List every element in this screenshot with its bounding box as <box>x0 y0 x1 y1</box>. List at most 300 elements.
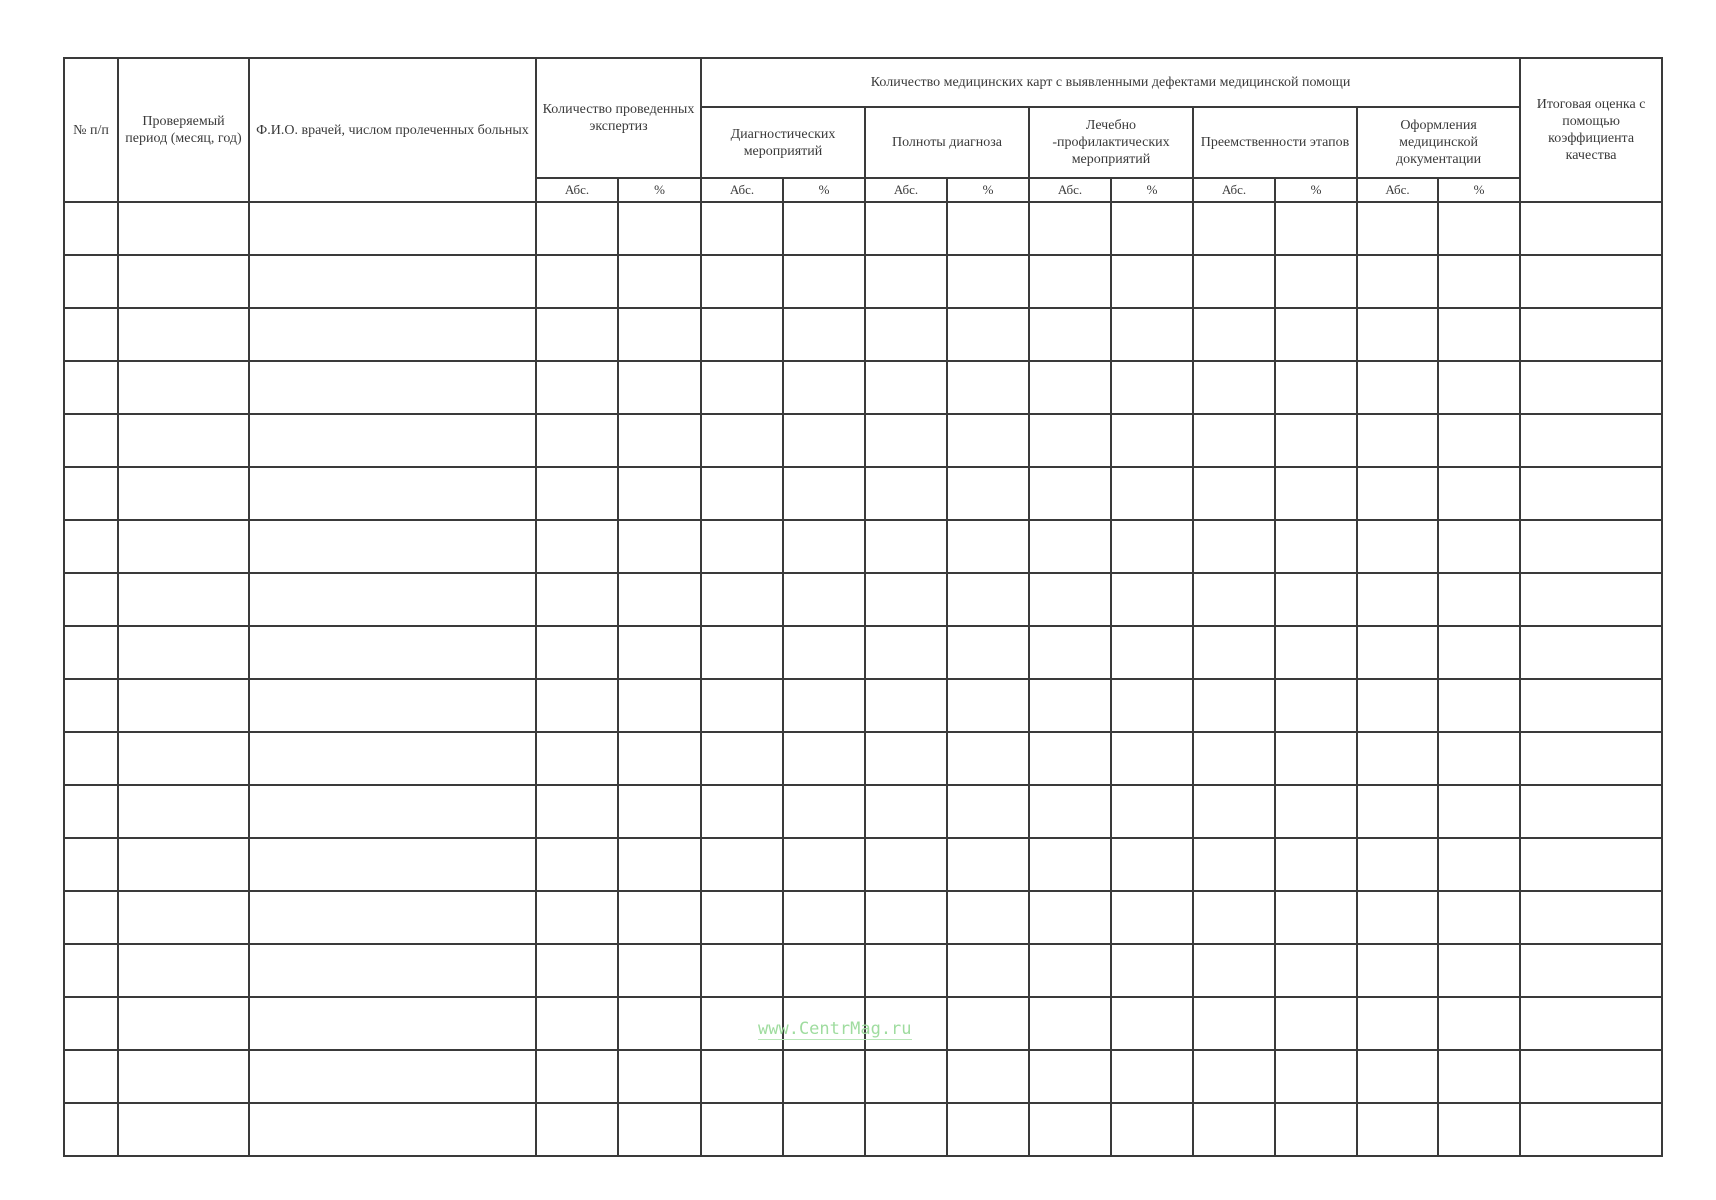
table-cell[interactable] <box>64 785 118 838</box>
table-cell[interactable] <box>249 520 536 573</box>
table-cell[interactable] <box>249 202 536 255</box>
table-cell[interactable] <box>64 679 118 732</box>
table-cell[interactable] <box>947 202 1029 255</box>
table-cell[interactable] <box>618 997 701 1050</box>
table-cell[interactable] <box>64 1103 118 1156</box>
table-cell[interactable] <box>618 361 701 414</box>
table-cell[interactable] <box>701 891 783 944</box>
table-cell[interactable] <box>249 573 536 626</box>
table-cell[interactable] <box>947 520 1029 573</box>
table-cell[interactable] <box>701 1103 783 1156</box>
table-row <box>64 308 1662 361</box>
table-cell[interactable] <box>118 785 249 838</box>
table-cell[interactable] <box>783 308 865 361</box>
table-cell[interactable] <box>1193 944 1275 997</box>
table-cell[interactable] <box>947 1050 1029 1103</box>
table-cell[interactable] <box>1275 732 1357 785</box>
table-cell[interactable] <box>1111 1103 1193 1156</box>
table-cell[interactable] <box>1193 414 1275 467</box>
table-row <box>64 467 1662 520</box>
table-cell[interactable] <box>618 732 701 785</box>
table-cell[interactable] <box>249 255 536 308</box>
table-cell[interactable] <box>618 626 701 679</box>
table-cell[interactable] <box>1193 679 1275 732</box>
table-cell[interactable] <box>1520 626 1662 679</box>
table-cell[interactable] <box>1111 679 1193 732</box>
table-cell[interactable] <box>1438 997 1520 1050</box>
table-cell[interactable] <box>1193 785 1275 838</box>
table-cell[interactable] <box>618 467 701 520</box>
table-cell[interactable] <box>1111 732 1193 785</box>
table-cell[interactable] <box>1520 520 1662 573</box>
table-cell[interactable] <box>947 1103 1029 1156</box>
table-cell[interactable] <box>1357 414 1438 467</box>
table-cell[interactable] <box>1357 1103 1438 1156</box>
table-cell[interactable] <box>618 1103 701 1156</box>
table-cell[interactable] <box>1275 679 1357 732</box>
table-cell[interactable] <box>1520 997 1662 1050</box>
table-cell[interactable] <box>701 520 783 573</box>
table-cell[interactable] <box>536 255 618 308</box>
table-cell[interactable] <box>1357 202 1438 255</box>
table-cell[interactable] <box>1111 255 1193 308</box>
table-cell[interactable] <box>1520 891 1662 944</box>
table-cell[interactable] <box>1357 573 1438 626</box>
table-cell[interactable] <box>1193 626 1275 679</box>
table-cell[interactable] <box>118 626 249 679</box>
table-cell[interactable] <box>1520 361 1662 414</box>
table-cell[interactable] <box>1193 255 1275 308</box>
table-cell[interactable] <box>1275 414 1357 467</box>
table-cell[interactable] <box>118 361 249 414</box>
table-cell[interactable] <box>1438 891 1520 944</box>
table-cell[interactable] <box>1029 573 1111 626</box>
table-cell[interactable] <box>865 467 947 520</box>
table-cell[interactable] <box>1029 467 1111 520</box>
table-cell[interactable] <box>947 255 1029 308</box>
table-cell[interactable] <box>1193 891 1275 944</box>
table-cell[interactable] <box>118 308 249 361</box>
table-cell[interactable] <box>1357 361 1438 414</box>
table-cell[interactable] <box>701 308 783 361</box>
table-cell[interactable] <box>1275 944 1357 997</box>
table-cell[interactable] <box>1029 414 1111 467</box>
table-cell[interactable] <box>783 573 865 626</box>
table-cell[interactable] <box>1438 520 1520 573</box>
table-row <box>64 838 1662 891</box>
table-cell[interactable] <box>1275 573 1357 626</box>
table-cell[interactable] <box>1111 997 1193 1050</box>
table-cell[interactable] <box>1111 467 1193 520</box>
table-cell[interactable] <box>249 467 536 520</box>
header-abs: Абс. <box>536 178 618 202</box>
table-cell[interactable] <box>64 414 118 467</box>
table-cell[interactable] <box>1193 361 1275 414</box>
table-cell[interactable] <box>1520 838 1662 891</box>
table-cell[interactable] <box>118 520 249 573</box>
table-cell[interactable] <box>118 1050 249 1103</box>
table-cell[interactable] <box>701 944 783 997</box>
table-cell[interactable] <box>1275 626 1357 679</box>
table-cell[interactable] <box>1438 202 1520 255</box>
table-cell[interactable] <box>783 785 865 838</box>
table-cell[interactable] <box>1438 361 1520 414</box>
table-cell[interactable] <box>618 891 701 944</box>
table-cell[interactable] <box>536 679 618 732</box>
table-cell[interactable] <box>1029 679 1111 732</box>
table-cell[interactable] <box>1275 1050 1357 1103</box>
table-cell[interactable] <box>783 1103 865 1156</box>
table-cell[interactable] <box>1193 997 1275 1050</box>
table-cell[interactable] <box>701 573 783 626</box>
table-cell[interactable] <box>1438 732 1520 785</box>
table-cell[interactable] <box>865 732 947 785</box>
table-cell[interactable] <box>701 785 783 838</box>
table-cell[interactable] <box>249 1050 536 1103</box>
table-cell[interactable] <box>536 626 618 679</box>
table-cell[interactable] <box>783 679 865 732</box>
table-cell[interactable] <box>1357 944 1438 997</box>
table-cell[interactable] <box>701 202 783 255</box>
table-cell[interactable] <box>118 838 249 891</box>
table-cell[interactable] <box>536 1103 618 1156</box>
table-cell[interactable] <box>1438 1050 1520 1103</box>
table-cell[interactable] <box>1520 1050 1662 1103</box>
table-cell[interactable] <box>118 467 249 520</box>
table-cell[interactable] <box>1193 202 1275 255</box>
table-cell[interactable] <box>1193 520 1275 573</box>
table-cell[interactable] <box>701 679 783 732</box>
table-cell[interactable] <box>1520 467 1662 520</box>
table-cell[interactable] <box>64 838 118 891</box>
table-cell[interactable] <box>1193 732 1275 785</box>
table-cell[interactable] <box>618 202 701 255</box>
table-cell[interactable] <box>1275 467 1357 520</box>
table-cell[interactable] <box>536 997 618 1050</box>
table-cell[interactable] <box>701 1050 783 1103</box>
table-cell[interactable] <box>618 1050 701 1103</box>
table-cell[interactable] <box>536 573 618 626</box>
table-cell[interactable] <box>118 732 249 785</box>
table-cell[interactable] <box>1029 732 1111 785</box>
table-cell[interactable] <box>618 308 701 361</box>
table-cell[interactable] <box>701 414 783 467</box>
table-cell[interactable] <box>1275 1103 1357 1156</box>
table-cell[interactable] <box>865 679 947 732</box>
table-cell[interactable] <box>947 997 1029 1050</box>
table-cell[interactable] <box>64 1050 118 1103</box>
table-cell[interactable] <box>1029 202 1111 255</box>
table-cell[interactable] <box>865 626 947 679</box>
table-cell[interactable] <box>1520 202 1662 255</box>
table-cell[interactable] <box>947 414 1029 467</box>
table-cell[interactable] <box>1438 573 1520 626</box>
table-cell[interactable] <box>536 361 618 414</box>
table-cell[interactable] <box>1111 1050 1193 1103</box>
table-cell[interactable] <box>618 785 701 838</box>
table-cell[interactable] <box>249 732 536 785</box>
table-cell[interactable] <box>1438 255 1520 308</box>
table-cell[interactable] <box>1275 838 1357 891</box>
table-cell[interactable] <box>1029 785 1111 838</box>
table-cell[interactable] <box>618 255 701 308</box>
table-cell[interactable] <box>1029 1103 1111 1156</box>
table-row <box>64 1103 1662 1156</box>
table-cell[interactable] <box>249 1103 536 1156</box>
table-cell[interactable] <box>1275 361 1357 414</box>
table-cell[interactable] <box>618 679 701 732</box>
table-cell[interactable] <box>783 361 865 414</box>
table-cell[interactable] <box>1357 308 1438 361</box>
table-cell[interactable] <box>1520 1103 1662 1156</box>
table-cell[interactable] <box>865 573 947 626</box>
table-cell[interactable] <box>1193 573 1275 626</box>
table-cell[interactable] <box>1029 1050 1111 1103</box>
table-cell[interactable] <box>701 732 783 785</box>
table-cell[interactable] <box>536 732 618 785</box>
table-cell[interactable] <box>865 838 947 891</box>
table-cell[interactable] <box>947 467 1029 520</box>
table-cell[interactable] <box>536 944 618 997</box>
table-cell[interactable] <box>118 997 249 1050</box>
table-cell[interactable] <box>249 997 536 1050</box>
table-cell[interactable] <box>1111 573 1193 626</box>
table-cell[interactable] <box>947 573 1029 626</box>
table-cell[interactable] <box>536 891 618 944</box>
header-abs: Абс. <box>1193 178 1275 202</box>
table-cell[interactable] <box>1029 361 1111 414</box>
table-cell[interactable] <box>1520 255 1662 308</box>
table-cell[interactable] <box>865 361 947 414</box>
table-cell[interactable] <box>783 732 865 785</box>
table-cell[interactable] <box>1193 1103 1275 1156</box>
table-cell[interactable] <box>1029 255 1111 308</box>
table-cell[interactable] <box>64 202 118 255</box>
table-cell[interactable] <box>118 255 249 308</box>
table-cell[interactable] <box>1438 414 1520 467</box>
table-cell[interactable] <box>249 679 536 732</box>
table-cell[interactable] <box>249 361 536 414</box>
table-cell[interactable] <box>64 573 118 626</box>
table-cell[interactable] <box>865 520 947 573</box>
table-cell[interactable] <box>64 997 118 1050</box>
table-cell[interactable] <box>947 838 1029 891</box>
table-cell[interactable] <box>1029 308 1111 361</box>
table-cell[interactable] <box>536 520 618 573</box>
table-cell[interactable] <box>1111 944 1193 997</box>
table-cell[interactable] <box>249 838 536 891</box>
table-cell[interactable] <box>249 414 536 467</box>
table-cell[interactable] <box>947 308 1029 361</box>
table-cell[interactable] <box>1438 467 1520 520</box>
table-cell[interactable] <box>947 891 1029 944</box>
table-cell[interactable] <box>1029 997 1111 1050</box>
table-cell[interactable] <box>1193 838 1275 891</box>
table-row <box>64 520 1662 573</box>
table-cell[interactable] <box>536 467 618 520</box>
table-cell[interactable] <box>118 414 249 467</box>
table-row <box>64 414 1662 467</box>
table-cell[interactable] <box>1275 891 1357 944</box>
table-cell[interactable] <box>536 202 618 255</box>
table-cell[interactable] <box>947 732 1029 785</box>
table-cell[interactable] <box>536 1050 618 1103</box>
table-cell[interactable] <box>947 361 1029 414</box>
table-cell[interactable] <box>64 891 118 944</box>
table-cell[interactable] <box>783 255 865 308</box>
table-cell[interactable] <box>64 467 118 520</box>
table-cell[interactable] <box>1111 202 1193 255</box>
table-cell[interactable] <box>249 785 536 838</box>
table-cell[interactable] <box>618 838 701 891</box>
table-cell[interactable] <box>865 891 947 944</box>
table-cell[interactable] <box>783 467 865 520</box>
table-cell[interactable] <box>701 626 783 679</box>
table-cell[interactable] <box>1193 308 1275 361</box>
table-cell[interactable] <box>783 891 865 944</box>
table-cell[interactable] <box>1438 626 1520 679</box>
table-cell[interactable] <box>865 255 947 308</box>
header-final-score: Итоговая оценка с помощью коэффициента качества <box>1520 58 1662 202</box>
table-cell[interactable] <box>118 202 249 255</box>
table-cell[interactable] <box>536 838 618 891</box>
table-cell[interactable] <box>1275 202 1357 255</box>
table-cell[interactable] <box>701 467 783 520</box>
table-cell[interactable] <box>1275 255 1357 308</box>
table-cell[interactable] <box>865 1103 947 1156</box>
table-cell[interactable] <box>1275 997 1357 1050</box>
table-cell[interactable] <box>1357 679 1438 732</box>
header-defect-diagnosis: Полноты диагноза <box>865 107 1029 178</box>
table-cell[interactable] <box>1357 785 1438 838</box>
header-defects-group: Количество медицинских карт с выявленными дефектами медицинской помощи <box>701 58 1520 107</box>
table-cell[interactable] <box>536 414 618 467</box>
table-cell[interactable] <box>64 520 118 573</box>
table-cell[interactable] <box>618 944 701 997</box>
table-cell[interactable] <box>249 308 536 361</box>
table-cell[interactable] <box>1520 573 1662 626</box>
table-cell[interactable] <box>1029 891 1111 944</box>
table-cell[interactable] <box>64 361 118 414</box>
table-cell[interactable] <box>1111 308 1193 361</box>
table-cell[interactable] <box>249 944 536 997</box>
table-cell[interactable] <box>947 626 1029 679</box>
table-cell[interactable] <box>1520 308 1662 361</box>
table-cell[interactable] <box>118 573 249 626</box>
table-cell[interactable] <box>1438 785 1520 838</box>
table-cell[interactable] <box>701 838 783 891</box>
table-cell[interactable] <box>701 361 783 414</box>
table-cell[interactable] <box>1438 944 1520 997</box>
watermark: www.CentrMag.ru <box>758 1019 912 1039</box>
table-cell[interactable] <box>1111 414 1193 467</box>
table-cell[interactable] <box>1438 1103 1520 1156</box>
table-cell[interactable] <box>1520 944 1662 997</box>
table-cell[interactable] <box>118 944 249 997</box>
table-cell[interactable] <box>618 414 701 467</box>
table-cell[interactable] <box>1357 997 1438 1050</box>
table-cell[interactable] <box>1111 520 1193 573</box>
table-cell[interactable] <box>1111 785 1193 838</box>
table-row <box>64 785 1662 838</box>
table-cell[interactable] <box>783 202 865 255</box>
table-cell[interactable] <box>1029 944 1111 997</box>
table-cell[interactable] <box>1029 626 1111 679</box>
table-cell[interactable] <box>1520 414 1662 467</box>
table-cell[interactable] <box>865 944 947 997</box>
table-cell[interactable] <box>783 520 865 573</box>
table-cell[interactable] <box>783 1050 865 1103</box>
table-cell[interactable] <box>536 785 618 838</box>
table-cell[interactable] <box>249 626 536 679</box>
table-cell[interactable] <box>1357 1050 1438 1103</box>
table-cell[interactable] <box>1111 626 1193 679</box>
table-cell[interactable] <box>1357 732 1438 785</box>
table-cell[interactable] <box>1193 467 1275 520</box>
table-cell[interactable] <box>1029 520 1111 573</box>
table-cell[interactable] <box>1111 361 1193 414</box>
table-cell[interactable] <box>783 838 865 891</box>
table-cell[interactable] <box>865 1050 947 1103</box>
table-cell[interactable] <box>1111 891 1193 944</box>
table-cell[interactable] <box>64 308 118 361</box>
table-cell[interactable] <box>783 414 865 467</box>
table-cell[interactable] <box>1111 838 1193 891</box>
table-cell[interactable] <box>118 679 249 732</box>
table-cell[interactable] <box>118 891 249 944</box>
table-cell[interactable] <box>1520 785 1662 838</box>
table-cell[interactable] <box>1357 467 1438 520</box>
table-cell[interactable] <box>618 573 701 626</box>
table-cell[interactable] <box>1357 255 1438 308</box>
table-cell[interactable] <box>1438 308 1520 361</box>
table-cell[interactable] <box>1275 520 1357 573</box>
table-cell[interactable] <box>64 944 118 997</box>
table-cell[interactable] <box>701 255 783 308</box>
table-cell[interactable] <box>1438 679 1520 732</box>
table-cell[interactable] <box>947 679 1029 732</box>
header-abs: Абс. <box>865 178 947 202</box>
table-cell[interactable] <box>64 255 118 308</box>
table-cell[interactable] <box>1357 520 1438 573</box>
table-cell[interactable] <box>1520 732 1662 785</box>
table-cell[interactable] <box>1357 626 1438 679</box>
table-cell[interactable] <box>1357 891 1438 944</box>
table-cell[interactable] <box>536 308 618 361</box>
table-cell[interactable] <box>865 785 947 838</box>
table-cell[interactable] <box>865 308 947 361</box>
table-cell[interactable] <box>947 785 1029 838</box>
table-row <box>64 944 1662 997</box>
table-cell[interactable] <box>64 626 118 679</box>
table-cell[interactable] <box>1029 838 1111 891</box>
table-cell[interactable] <box>1193 1050 1275 1103</box>
table-cell[interactable] <box>618 520 701 573</box>
table-cell[interactable] <box>64 732 118 785</box>
table-cell[interactable] <box>947 944 1029 997</box>
table-cell[interactable] <box>1275 308 1357 361</box>
table-cell[interactable] <box>249 891 536 944</box>
table-cell[interactable] <box>865 414 947 467</box>
table-cell[interactable] <box>1275 785 1357 838</box>
table-cell[interactable] <box>865 202 947 255</box>
table-cell[interactable] <box>783 944 865 997</box>
table-cell[interactable] <box>1357 838 1438 891</box>
table-cell[interactable] <box>783 626 865 679</box>
table-cell[interactable] <box>118 1103 249 1156</box>
table-cell[interactable] <box>1520 679 1662 732</box>
table-cell[interactable] <box>1438 838 1520 891</box>
